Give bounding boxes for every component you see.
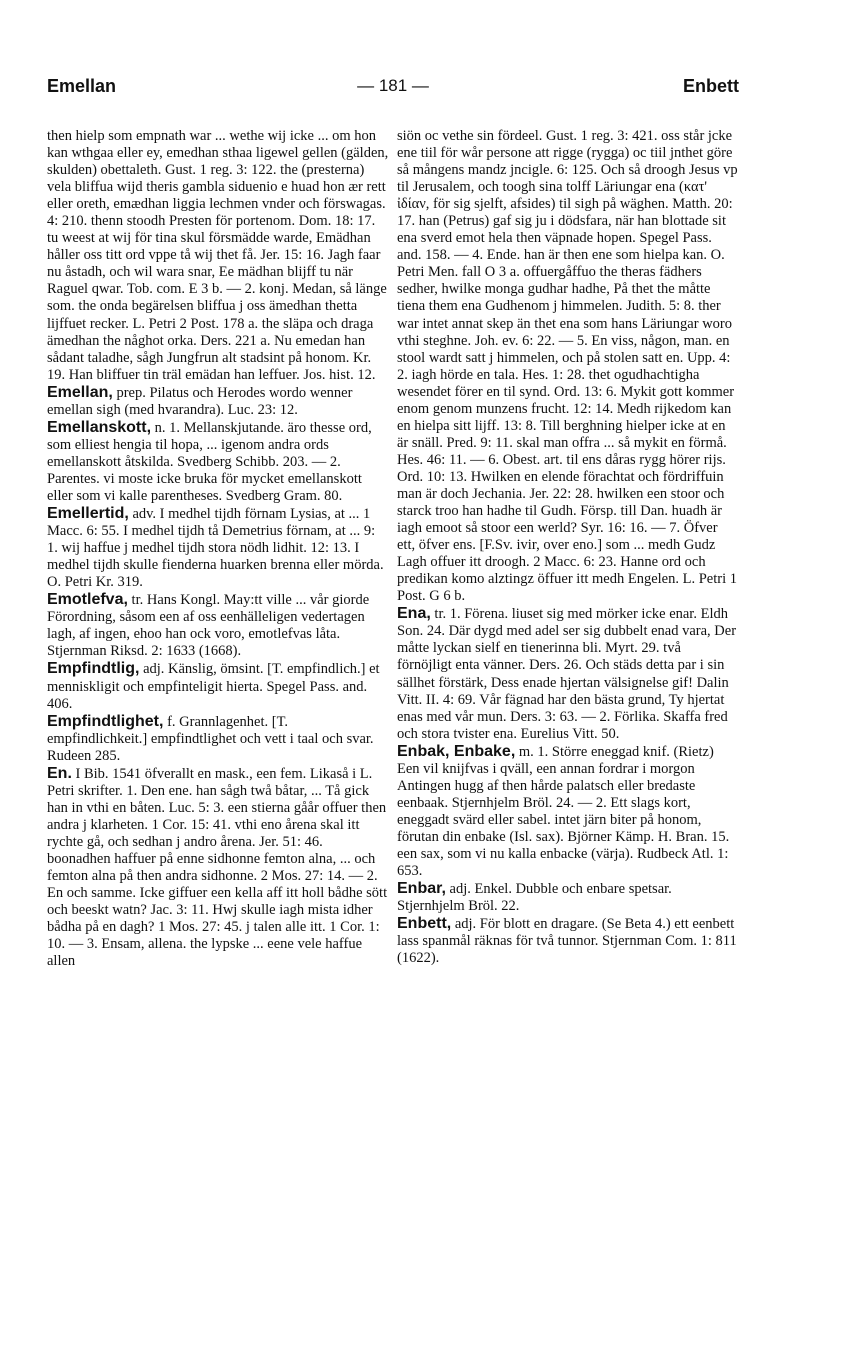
entry-text: n. 1. Mellanskjutande. äro thesse ord, som elliest hengia til hopa, ... igenom andra ords emellanskott åtskilda. Svedberg Schibb. 203. — 2. Parentes. vi moste icke bruka för mycket emellanskott eller som vi kalle parentheses. Svedberg Gram. 80. — [47, 419, 372, 504]
entry-text: adj. Enkel. Dubble och enbare spetsar. Stjernhjelm Bröl. 22. — [397, 881, 672, 915]
entry-headword: Emotlefva, — [47, 591, 128, 609]
entry-text: adj. För blott en dragare. (Se Beta 4.) ett eenbett lass spanmål räknas för två tunnor. Stjernman Com. 1: 811 (1622). — [397, 916, 737, 967]
header-left-word: Emellan — [47, 76, 117, 96]
right-column — [397, 128, 739, 967]
dictionary-entry — [47, 713, 389, 765]
entry-text: I Bib. 1541 öfverallt en mask., een fem. Likaså i L. Petri skrifter. 1. Den ene. han sågh twå båtar, ... Tå gick han in vthi en båten. Luc. 5: 3. een stierna gåår offuer then andra j klarheten. 1 Cor. 15: 41. vthi eno årena skal itt rychte gå, och sedhan j andro årena. Jer. 51: 46. boonadhen haffuer på enne sidhonne femton alna, ... och femton alna på then andra sidhonne. 2 Mos. 27: 14. — 2. En och samme. Icke giffuer een kella aff itt holl bådhe sött och beeskt watn? Jac. 3: 11. Hwj skulle iagh mista idher bådha på en dagh? 1 Mos. 27: 45. j talen alle itt. 1 Cor. 1: 10. — 3. Ensam, allena. the lypske ... eene vele haffue allen — [47, 765, 388, 970]
entry-text: f. Grannlagenhet. [T. empfindlichkeit.] empfindtlighet och vett i taal och svar. Rudeen 285. — [47, 713, 374, 764]
entry-headword: Enbett, — [397, 915, 452, 933]
entry-text: adv. I medhel tijdh förnam Lysias, at ... 1 Macc. 6: 55. I medhel tijdh tå Demetrius förnam, at ... 9: 1. wij haffue j medhel tijdh stora nödh lidhit. 12: 13. I medhel tijdh skulle fienderna huarken brenna eller mörda. O. Petri Kr. 319. — [47, 506, 384, 591]
page-header — [47, 76, 739, 102]
dictionary-entry — [397, 128, 739, 605]
dictionary-entry — [47, 384, 389, 419]
page-number: — 181 — — [357, 76, 429, 95]
entry-text: adj. Känslig, ömsint. [T. empfindlich.] et menniskligit och empfintеligit hierta. Spegel Pass. and. 406. — [47, 661, 380, 712]
entry-text: m. 1. Större eneggad knif. (Rietz) Een vil knijfvas i qväll, een annan fordrar i morgon Antingen hugg af then hårde palatsch eller bredaste eenbaak. Stjernhjelm Bröl. 24. — 2. Ett slags kort, eneggadt svärd eller sabel. intet järn biter på honom, förutan din enbake (Isl. sax). Björner Kämp. H. Bran. 15. een sax, som vi nu kalla enbacke (värja). Rudbeck Atl. 1: 653. — [397, 743, 730, 880]
entry-headword: En. — [47, 764, 72, 782]
dictionary-entry — [397, 743, 739, 880]
entry-headword: Enbar, — [397, 880, 446, 898]
entry-headword: Ena, — [397, 605, 431, 623]
dictionary-entry — [397, 880, 739, 915]
entry-headword: Empfindtlig, — [47, 660, 140, 678]
dictionary-entry — [397, 915, 739, 967]
entry-text: tr. Hans Kongl. May:tt ville ... vår giorde Förordning, såsom een af oss eenhälleligen vedertagen lagh, af ingen, ehoo han ock voro, emotlefvas låta. Stjernman Riksd. 2: 1633 (1668). — [47, 592, 370, 660]
entry-headword: Emellertid, — [47, 505, 129, 523]
entry-text: then hielp som empnath war ... wethe wij icke ... om hon kan wthgaa eller ey, emedhan sthaa ligewel gellen (gälden, skulden) obettaleth. Gust. 1 reg. 3: 122. the (presterna) vela bliffua wijd theris gambla siduenio e huad hon ær rett eller oreth, emædhan liggia lechmen vnder och förswagas. 4: 210. thenn stoodh Presten för portenom. Dom. 18: 17. tu weest at wij för tina skul försmädde warde, Emädhan håller oss titt ord vppe tå wij thet få. Jer. 15: 16. Jagh faar nu åstadh, och wil wara snar, Ee mädhan blijff tu när Raguel qwar. Tob. com. E 3 b. — 2. konj. Medan, så länge som. the onda begärelsen bliffua j oss ämedhan thetta lijffuet recker. L. Petri 2 Post. 178 a. the släpa och draga ämedhan the någhot orka. Ders. 221 a. Nu emedan han sådant taladhe, sågh Jungfrun alt stadsint på honom. Kr. 19. Han bliffuer tin träl emädan han leffuer. Jos. hist. 12. — [47, 128, 389, 383]
dictionary-entry — [397, 605, 739, 742]
entry-headword: Enbak, Enbake, — [397, 742, 516, 760]
dictionary-entry — [47, 419, 389, 505]
dictionary-entry — [47, 128, 389, 384]
entry-headword: Empfindtlighet, — [47, 712, 164, 730]
dictionary-entry — [47, 505, 389, 591]
entry-text: tr. 1. Förena. liuset sig med mörker icke enar. Eldh Son. 24. Där dygd med adel ser sig dubbelt enad vara, Der måtte lyckan sielf en tienerinna bli. Myrt. 29. två förnöjligt enta vänner. Ders. 26. Och städs detta par i sin sällhet förstärk, Dess enade hjertan välsignelse gif! Dalin Vitt. II. 4: 69. Vår fägnad har den bästa grund, Ty hjertat enas med vår mun. Ders. 3: 63. — 2. Förlika. Skaffa fred och stora tvister ena. Eurelius Vitt. 50. — [397, 606, 737, 742]
entry-text: prep. Pilatus och Herodes wordo wenner emellan sigh (med hvarandra). Luc. 23: 12. — [47, 384, 353, 418]
dictionary-entry — [47, 591, 389, 660]
header-right-word: Enbett — [683, 76, 739, 96]
dictionary-entry — [47, 765, 389, 971]
entry-text: siön oc vethe sin fördeel. Gust. 1 reg. 3: 421. oss står jcke ene tiil för wår persone att rigge (rygga) oc tiil jnthet göre så mångens mandz jncigle. 6: 125. Och så droogh Jesus vp til Jerusalem, och toogh sina tolff Läriungar ena (κατ' ἰδίαν, för sig sjelft, afsides) til sigh på wäghen. Matth. 20: 17. han (Petrus) gaf sig ju i dödsfara, när han blottade sit ena sverd emot hela then väpnade hopen. Spegel Pass. and. 158. — 4. Ende. han är then ene som hielpa kan. O. Petri Men. fall O 3 a. offuergåffuo the theras fädhers sedher, hwilke monga gudhar hadhe, På thet the måtte tiena them ena Gudhenom j himmelen. Judith. 5: 8. ther war intet annat skep än thet ena som hans Läriungar woro vthi steghne. Joh. ev. 6: 22. — 5. En viss, någon, man. en stool wardt satt j himmelen, och på stolen satt en. Upp. 4: 2. iagh hörde en tala. Hes. 1: 28. thet ogudhachtigha wesendet förer en til synd. Ord. 13: 6. Mykit gott kommer enom genom munzens frucht. 12: 14. Medh rijkedom kan en hielpa sitt lijff. 13: 8. Till berghning hielper icke at en är snäll. Pred. 9: 11. skal man offra ... så mykit en förmå. Hes. 46: 11. — 6. Obest. art. til ens dåras rygg hörer rijs. Ord. 10: 13. Hwilken en elende förachtat och fördriffuin man är doch Jechania. Jer. 22: 28. hwilken een stoor och starck troo han hadhe til Gudh. Försp. till Dan. huadh är iagh emoot så stoor een werld? Syr. 16: 16. — 7. Öfver ett, öfver ens. [F.Sv. ivir, over eno.] som ... medh Gudz Lagh offuer itt droogh. 2 Macc. 6: 23. Hanne ord och predikan komo alztingz öffuer itt medh Engelen. L. Petri 1 Post. G 6 b. — [397, 128, 738, 605]
entry-headword: Emellanskott, — [47, 418, 152, 436]
left-column — [47, 128, 389, 970]
entry-headword: Emellan, — [47, 383, 113, 401]
dictionary-entry — [47, 660, 389, 712]
